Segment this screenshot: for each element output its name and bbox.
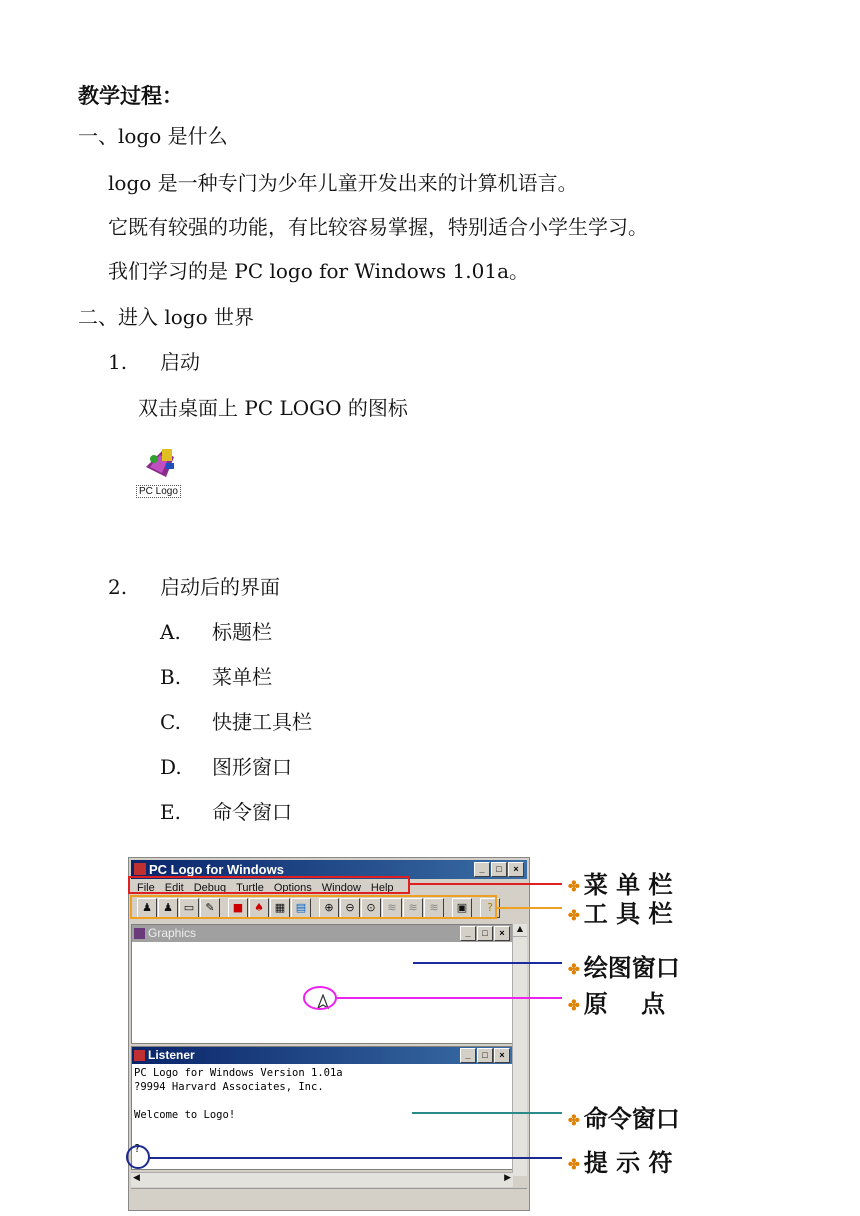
- item-d-letter: D.: [160, 755, 182, 779]
- watch-tool-icon[interactable]: ≋: [424, 898, 444, 918]
- fill-tool-icon[interactable]: ▦: [270, 898, 290, 918]
- scroll-left-icon[interactable]: ◀: [133, 1173, 140, 1183]
- listener-prompt[interactable]: ?: [134, 1143, 141, 1155]
- menu-bar-highlight: [129, 877, 409, 893]
- step-tool-icon[interactable]: ≋: [382, 898, 402, 918]
- scroll-up-icon[interactable]: ▲: [513, 924, 527, 937]
- zoom-out-tool-icon[interactable]: ⊖: [340, 898, 360, 918]
- diamond-bullet-icon: ✤: [568, 907, 580, 924]
- graphics-close-button[interactable]: ×: [494, 926, 510, 941]
- item-b-label: 菜单栏: [212, 665, 272, 689]
- turtle-tool-icon[interactable]: ♟: [137, 898, 157, 918]
- color-tool-icon[interactable]: ▤: [291, 898, 311, 918]
- listener-line: Welcome to Logo!: [134, 1109, 236, 1121]
- printer-tool-icon[interactable]: ▭: [179, 898, 199, 918]
- item-e-label: 命令窗口: [212, 800, 292, 824]
- listener-close-button[interactable]: ×: [494, 1048, 510, 1063]
- tool-bar-highlight: [131, 896, 496, 918]
- item-c-letter: C.: [160, 710, 181, 734]
- menu-help[interactable]: Help: [370, 882, 394, 894]
- graphics-minimize-button[interactable]: _: [460, 926, 476, 941]
- zoom-reset-tool-icon[interactable]: ⊙: [361, 898, 381, 918]
- listener-line: ?9994 Harvard Associates, Inc.: [134, 1081, 324, 1093]
- step-1-number: 1.: [108, 350, 128, 374]
- section-1-title: 一、logo 是什么: [78, 124, 228, 148]
- item-d-label: 图形窗口: [212, 755, 292, 779]
- listener-line: PC Logo for Windows Version 1.01a: [134, 1067, 343, 1079]
- section-1-line-3: 我们学习的是 PC logo for Windows 1.01a。: [108, 259, 529, 283]
- diamond-bullet-icon: ✤: [568, 961, 580, 978]
- menu-file[interactable]: File: [137, 882, 155, 894]
- annotation-graphics-window: [568, 948, 680, 983]
- menu-window[interactable]: Window: [321, 882, 361, 894]
- step-1-label: 启动: [160, 350, 200, 374]
- close-button[interactable]: ×: [508, 862, 524, 877]
- annotation-command-window-text: 命令窗口: [583, 1104, 680, 1133]
- section-1-line-1: logo 是一种专门为少年儿童开发出来的计算机语言。: [108, 171, 578, 195]
- minimize-button[interactable]: _: [474, 862, 490, 877]
- turtle-red-tool-icon[interactable]: ♠: [249, 898, 269, 918]
- listener-title: Listener: [148, 1048, 195, 1062]
- graphics-title: Graphics: [148, 926, 197, 940]
- diamond-bullet-icon: ✤: [568, 878, 580, 895]
- section-2-title: 二、进入 logo 世界: [78, 305, 254, 329]
- section-1-line-2: 它既有较强的功能，有比较容易掌握，特别适合小学生学习。: [108, 215, 648, 239]
- annotation-tool-bar-text: 工 具 栏: [583, 899, 673, 928]
- step-2-label: 启动后的界面: [160, 575, 280, 599]
- desktop-icon-label: PC Logo: [136, 485, 181, 498]
- annotation-origin: [568, 984, 665, 1019]
- annotation-prompt: [568, 1143, 672, 1178]
- diamond-bullet-icon: ✤: [568, 1156, 580, 1173]
- item-a-letter: A.: [160, 620, 181, 644]
- zoom-in-tool-icon[interactable]: ⊕: [319, 898, 339, 918]
- menu-edit[interactable]: Edit: [164, 882, 184, 894]
- turtle-alt-tool-icon[interactable]: ♟: [158, 898, 178, 918]
- annotation-tool-bar: [568, 894, 672, 929]
- annotation-command-window: [568, 1099, 680, 1134]
- maximize-button[interactable]: □: [491, 862, 507, 877]
- window-title: PC Logo for Windows: [149, 862, 284, 877]
- annotation-origin-text: 原 点: [583, 989, 666, 1018]
- listener-minimize-button[interactable]: _: [460, 1048, 476, 1063]
- scroll-right-icon[interactable]: ▶: [504, 1173, 511, 1183]
- page-heading: 教学过程：: [78, 84, 183, 108]
- diamond-bullet-icon: ✤: [568, 1112, 580, 1129]
- annotation-graphics-window-text: 绘图窗口: [583, 953, 680, 982]
- diamond-bullet-icon: ✤: [568, 997, 580, 1014]
- annotation-menu-bar-text: 菜 单 栏: [583, 870, 673, 899]
- menu-debug[interactable]: Debug: [193, 882, 227, 894]
- prompt-circle: [127, 1146, 149, 1168]
- trace-tool-icon[interactable]: ≋: [403, 898, 423, 918]
- graphics-maximize-button[interactable]: □: [477, 926, 493, 941]
- window-tool-icon[interactable]: ▣: [452, 898, 472, 918]
- step-2-number: 2.: [108, 575, 128, 599]
- item-b-letter: B.: [160, 665, 182, 689]
- menu-turtle[interactable]: Turtle: [236, 882, 264, 894]
- listener-maximize-button[interactable]: □: [477, 1048, 493, 1063]
- origin-circle: [304, 987, 336, 1009]
- item-a-label: 标题栏: [212, 620, 272, 644]
- item-e-letter: E.: [160, 800, 181, 824]
- menu-options[interactable]: Options: [273, 882, 312, 894]
- help-tool-icon[interactable]: ?: [480, 898, 500, 918]
- item-c-label: 快捷工具栏: [212, 710, 312, 734]
- pen-tool-icon[interactable]: ✎: [200, 898, 220, 918]
- step-1-description: 双击桌面上 PC LOGO 的图标: [138, 396, 408, 420]
- stop-tool-icon[interactable]: ■: [228, 898, 248, 918]
- annotation-prompt-text: 提 示 符: [583, 1148, 673, 1177]
